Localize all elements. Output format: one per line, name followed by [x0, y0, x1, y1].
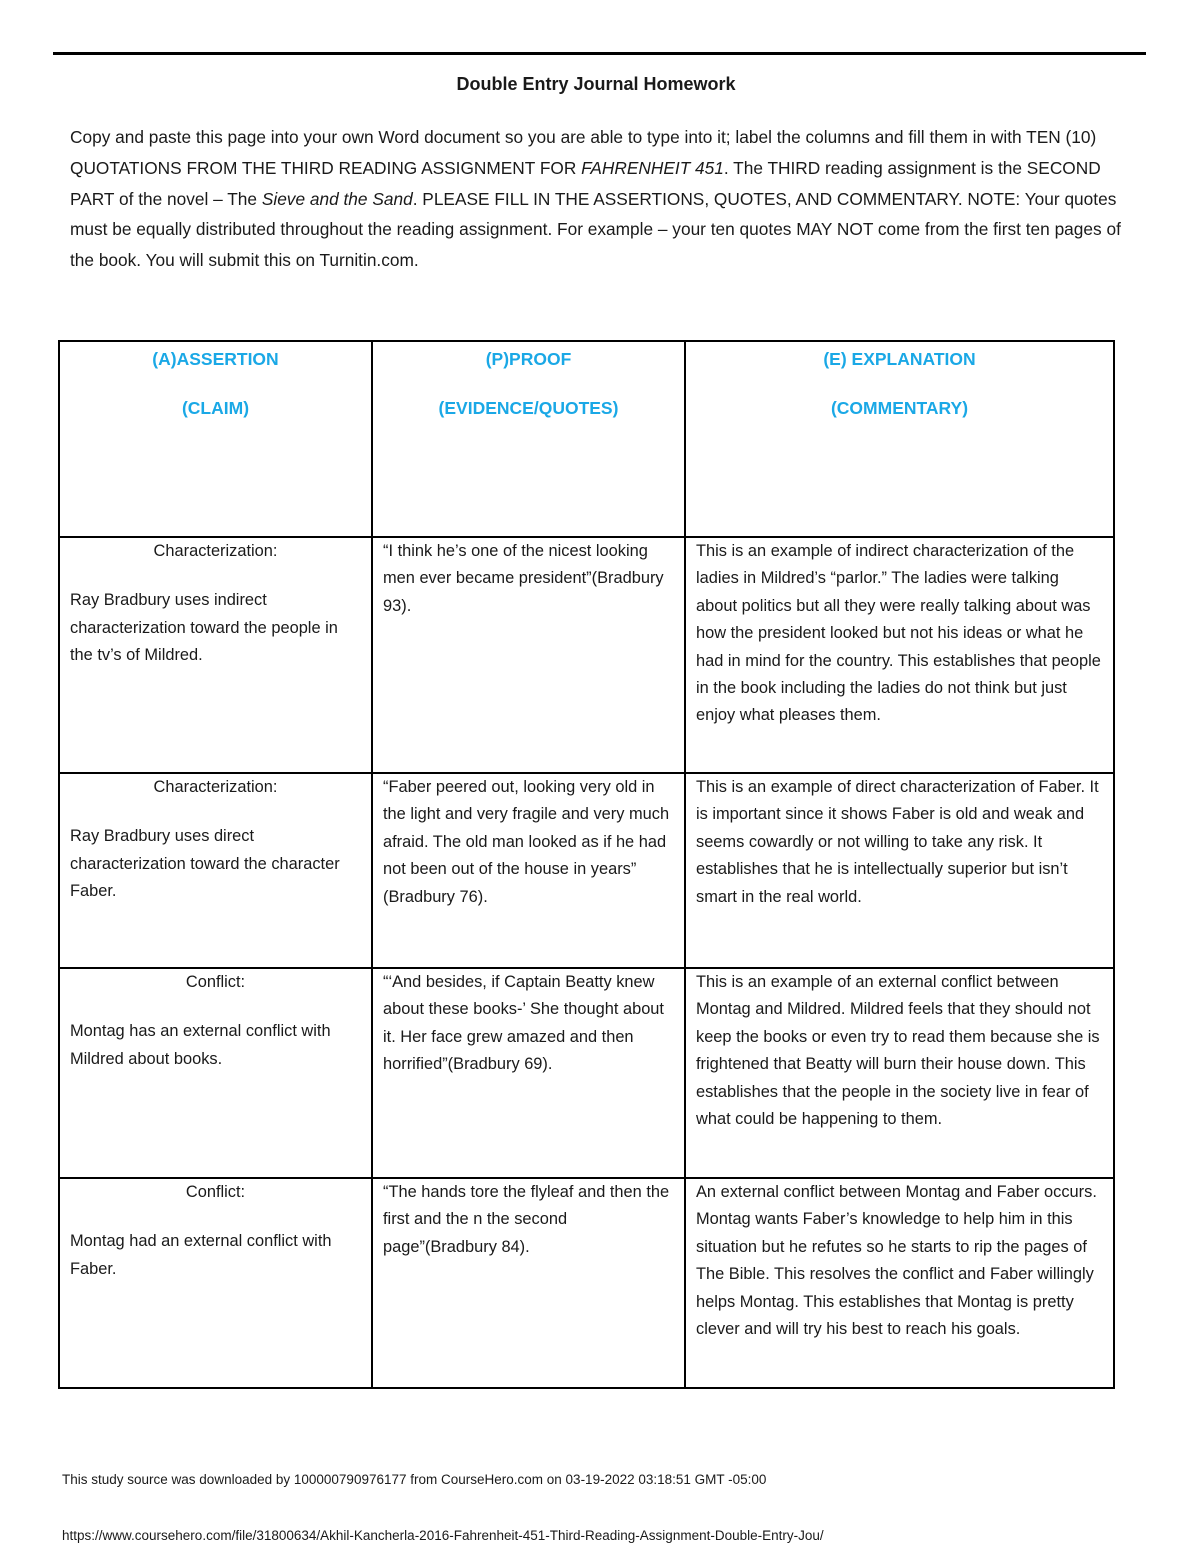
source-url[interactable]: https://www.coursehero.com/file/31800634/Akhil-Kancherla-2016-Fahrenheit-451-Third-Reading-Assignment-Double-Entry-Jou/	[62, 1528, 824, 1543]
table-row	[59, 537, 1114, 773]
explanation-text: This is an example of indirect characterization of the ladies in Mildred’s “parlor.” The ladies were talking about politics but all they were really talking about was how the president looked but not his ideas or what he had in mind for the country. This establishes that people in the book including the ladies do not think but just enjoy what pleases them.	[696, 542, 1101, 725]
header-explanation	[685, 341, 1114, 537]
assertion-cell	[59, 968, 372, 1178]
proof-cell	[372, 1178, 685, 1388]
instructions-text-1: Copy and paste this page into your own Word document so you are able to type into it; label the columns and fill them in with TEN (10) QUOTATIONS FROM THE THIRD READING ASSIGNMENT FOR	[70, 127, 1097, 178]
assertion-text: Montag had an external conflict with Faber.	[70, 1232, 332, 1278]
header-proof	[372, 341, 685, 537]
category-label: Characterization:	[153, 542, 278, 560]
header-assertion-sub: (CLAIM)	[181, 398, 250, 419]
proof-text: “The hands tore the flyleaf and then the first and the n the second page”(Bradbury 84).	[383, 1183, 670, 1256]
explanation-cell	[685, 1178, 1114, 1388]
table-row	[59, 773, 1114, 968]
header-proof-title: (P)PROOF	[485, 349, 572, 369]
proof-text: “Faber peered out, looking very old in the light and very fragile and very much afraid. The old man looked as if he had not been out of the house in years” (Bradbury 76).	[383, 778, 670, 906]
top-rule	[53, 52, 1146, 55]
explanation-text: This is an example of direct characterization of Faber. It is important since it shows Faber is old and weak and seems cowardly or not willing to take any risk. It establishes that he is intellectually superior but isn’t smart in the real world.	[696, 778, 1099, 906]
document-title: Double Entry Journal Homework	[456, 74, 736, 94]
category-label: Characterization:	[153, 778, 278, 796]
proof-cell	[372, 968, 685, 1178]
category-label: Conflict:	[185, 1183, 246, 1201]
header-proof-sub: (EVIDENCE/QUOTES)	[438, 398, 619, 419]
assertion-cell	[59, 1178, 372, 1388]
explanation-cell	[685, 773, 1114, 968]
category-label: Conflict:	[185, 973, 246, 991]
explanation-cell	[685, 968, 1114, 1178]
header-explanation-sub: (COMMENTARY)	[830, 398, 969, 419]
assertion-text: Ray Bradbury uses direct characterization toward the character Faber.	[70, 827, 340, 901]
proof-text: “I think he’s one of the nicest looking men ever became president”(Bradbury 93).	[383, 542, 664, 615]
table-row	[59, 968, 1114, 1178]
assertion-text: Montag has an external conflict with Mildred about books.	[70, 1022, 331, 1068]
instructions-text-3: . PLEASE FILL IN THE ASSERTIONS, QUOTES, AND COMMENTARY. NOTE: Your quotes must be equally distributed throughout the reading assignment. For example – your ten quotes MAY NOT come from the first ten pages of the book. You will submit this on Turnitin.com.	[70, 188, 1121, 271]
header-assertion-title: (A)ASSERTION	[152, 349, 279, 369]
assertion-text: Ray Bradbury uses indirect characterization toward the people in the tv’s of Mildred.	[70, 591, 338, 665]
proof-cell	[372, 537, 685, 773]
header-explanation-title: (E) EXPLANATION	[823, 349, 976, 369]
proof-text: “‘And besides, if Captain Beatty knew about these books-’ She thought about it. Her face grew amazed and then horrified”(Bradbury 69).	[383, 973, 664, 1074]
download-notice: This study source was downloaded by 100000790976177 from CourseHero.com on 03-19-2022 03:18:51 GMT -05:00	[62, 1472, 767, 1487]
header-row	[59, 341, 1114, 537]
instructions-paragraph	[70, 122, 1136, 276]
explanation-text: This is an example of an external conflict between Montag and Mildred. Mildred feels that they should not keep the books or even try to read them because she is frightened that Beatty will burn their house down. This establishes that the people in the society live in fear of what could be happening to them.	[696, 973, 1100, 1129]
book-title: FAHRENHEIT 451	[581, 157, 724, 178]
explanation-text: An external conflict between Montag and Faber occurs. Montag wants Faber’s knowledge to help him in this situation but he refutes so he starts to rip the pages of The Bible. This resolves the conflict and Faber willingly helps Montag. This establishes that Montag is pretty clever and will try his best to reach his goals.	[696, 1183, 1097, 1339]
explanation-cell	[685, 537, 1114, 773]
assertion-cell	[59, 537, 372, 773]
part-title: Sieve and the Sand	[261, 188, 413, 209]
instructions-text-2: . The THIRD reading assignment is the SECOND PART of the novel – The	[70, 157, 1101, 209]
header-assertion	[59, 341, 372, 537]
proof-cell	[372, 773, 685, 968]
assertion-cell	[59, 773, 372, 968]
journal-table	[58, 340, 1115, 1389]
table-row	[59, 1178, 1114, 1388]
